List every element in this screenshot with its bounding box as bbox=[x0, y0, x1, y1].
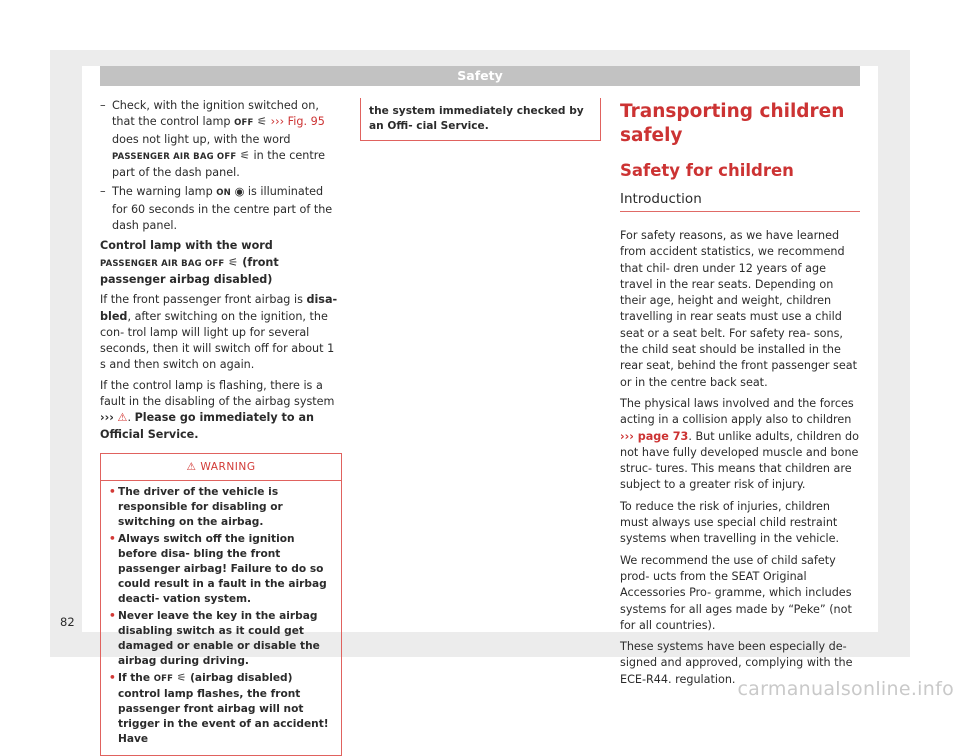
on-lamp-label: ON bbox=[216, 188, 231, 199]
page-link[interactable]: ››› page 73 bbox=[620, 429, 689, 443]
warning-item: • The driver of the vehicle is responsible for disabling or switching on the airbag. bbox=[109, 485, 283, 528]
passenger-airbag-off-label: PASSENGER AIR BAG OFF bbox=[100, 258, 225, 269]
paragraph: For safety reasons, as we have learned from accident statistics, we recommend that chil- dren under 12 years of age travel in the rear seats. Depending on their age, height and weight, children travelling in rear seats must use a child seat or a seat belt. For safety rea- sons, the child seat should be installed in the rear seat, behind the front passenger seat or in the centre back seat. bbox=[620, 229, 858, 389]
airbag-warning-icon: ◉ bbox=[234, 185, 245, 199]
bullet-dot: • bbox=[109, 671, 116, 684]
paragraph: To reduce the risk of injuries, children must always use special child restraint systems when travelling in the vehicle. bbox=[620, 499, 840, 546]
off-lamp-label: OFF bbox=[153, 673, 174, 684]
paragraph: The physical laws involved and the forces acting in a collision apply also to children ››› page 73. But unlike adults, children do not have fully developed muscle and bone struc- tures. This means that children are subject to a greater risk of injury. bbox=[620, 396, 859, 492]
warning-triangle-icon: ⚠ bbox=[186, 460, 197, 473]
list-item: – The warning lamp ON ◉ is illuminated for 60 seconds in the centre part of the dash panel. bbox=[100, 185, 333, 233]
warning-item: • If the OFF ⚟ (airbag disabled) control lamp flashes, the front passenger front airbag will not trigger in the event of an accident! Have bbox=[109, 671, 329, 745]
page-number: 82 bbox=[60, 615, 75, 629]
warning-triangle-icon: ⚠ bbox=[117, 411, 128, 425]
airbag-seat-icon: ⚟ bbox=[257, 115, 268, 129]
airbag-seat-icon: ⚟ bbox=[228, 255, 239, 269]
airbag-seat-icon: ⚟ bbox=[176, 671, 187, 684]
bullet-dot: • bbox=[109, 485, 116, 498]
paragraph: If the control lamp is flashing, there is a fault in the disabling of the airbag system ››› ⚠. Please go immediately to an Official Service. bbox=[100, 378, 335, 441]
dash-marker: – bbox=[100, 185, 106, 199]
bullet-dot: • bbox=[109, 609, 116, 622]
passenger-airbag-off-label: PASSENGER AIR BAG OFF bbox=[112, 151, 237, 162]
warning-item: • Always switch off the ignition before disa- bling the front passenger airbag! Failure to do so could result in a fault in the airbag deacti- vation system. bbox=[109, 532, 327, 605]
warning-box bbox=[100, 453, 342, 756]
section-header: Safety bbox=[100, 66, 860, 86]
paragraph: These systems have been especially de- signed and approved, complying with the ECE-R44. regulation. bbox=[620, 640, 853, 686]
section-title: Safety for children bbox=[620, 161, 794, 180]
watermark: carmanualsonline.info bbox=[737, 678, 954, 700]
warning-title: ⚠ WARNING bbox=[101, 454, 341, 481]
column-left bbox=[100, 98, 342, 756]
list-item: – Check, with the ignition switched on, that the control lamp OFF ⚟ ››› Fig. 95 does not light up, with the word PASSENGER AIR BAG OFF ⚟ in the centre part of the dash panel. bbox=[100, 99, 325, 180]
subsection-heading: Control lamp with the word PASSENGER AIR BAG OFF ⚟ (front passenger airbag disabled) bbox=[100, 239, 279, 286]
dash-marker: – bbox=[100, 99, 106, 112]
column-right bbox=[620, 100, 860, 693]
subsection-title: Introduction bbox=[620, 190, 860, 212]
bullet-dot: • bbox=[109, 532, 116, 545]
paragraph: We recommend the use of child safety prod- ucts from the SEAT Original Accessories Pro- gramme, which includes systems for all ages made by “Peke” (not for all countries). bbox=[620, 553, 852, 632]
warning-item: • Never leave the key in the airbag disabling switch as it could get damaged or enable or disable the airbag during driving. bbox=[109, 609, 320, 667]
fig-arrow[interactable]: ››› bbox=[270, 115, 285, 129]
paragraph: If the front passenger front airbag is disa- bled, after switching on the ignition, the con- trol lamp will light up for several seconds, then it will switch off for about 1 s and then switch on again. bbox=[100, 293, 338, 372]
warning-body bbox=[101, 481, 341, 747]
fig-link[interactable]: Fig. 95 bbox=[287, 115, 325, 129]
chapter-title: Transporting children safely bbox=[620, 101, 845, 146]
column-middle bbox=[360, 98, 601, 141]
airbag-seat-icon: ⚟ bbox=[239, 148, 250, 162]
ref-arrow[interactable]: ››› bbox=[100, 411, 114, 425]
warning-box-continued: the system immediately checked by an Offi- cial Service. bbox=[360, 98, 601, 141]
off-lamp-label: OFF bbox=[234, 118, 254, 129]
